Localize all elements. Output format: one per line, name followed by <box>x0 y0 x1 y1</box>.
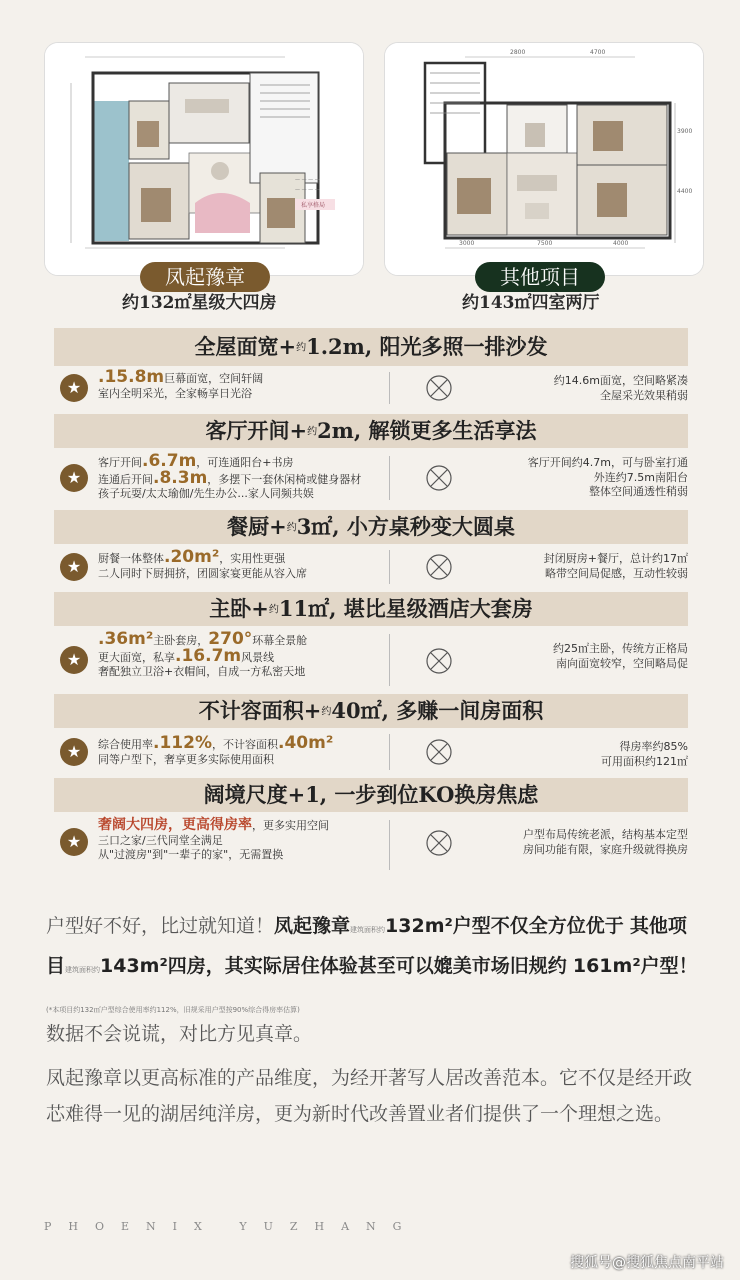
section-header-gfa: 不计容面积+约40㎡, 多赚一间房面积 <box>54 694 688 728</box>
cross-circle-icon <box>424 737 454 767</box>
right-line: 可用面积约121㎡ <box>601 754 688 768</box>
left-text: 客厅开间.6.7m，可连通阳台+书房 连通后开间.8.3m，多摆下一套休闲椅或健身器材 孩子玩耍/太太瑜伽/先生办公...家人同频共娱 <box>98 451 362 500</box>
right-line: 房间功能有限，家庭升级就得换房 <box>523 842 688 856</box>
right-line: 约14.6m面宽，空间略紧凑 <box>553 374 688 387</box>
right-line: 户型布局传统老派，结构基本定型 <box>523 828 688 841</box>
right-line: 约25㎡主卧，传统方正格局 <box>553 642 688 655</box>
left-text: 奢阔大四房，更高得房率，更多实用空间 三口之家/三代同堂全满足 从"过渡房"到"一辈子的家"，无需置换 <box>98 817 329 861</box>
comparison-row-kitchen <box>54 546 688 588</box>
paragraph-intro: 户型好不好，比过就知道！凤起豫章建筑面积约132m²户型不仅全方位优于 其他项目建筑面积约143m²四房，其实际居住体验甚至可以媲美市场旧规约 161m²户型！ (*本项目约132㎡户型综合使用率约112%，旧规采用户型按90%综合得房率估算) <box>46 915 698 1014</box>
comparison-row-width <box>54 368 688 408</box>
right-line: 南向面宽较窄，空间略局促 <box>556 656 688 670</box>
right-line: 客厅开间约4.7m，可与卧室打通 <box>527 456 688 469</box>
section-header-living: 客厅开间+约2m, 解锁更多生活享法 <box>54 414 688 448</box>
right-line: 整体空间通透性稍弱 <box>589 485 688 498</box>
comparison-row-living <box>54 450 688 506</box>
footer-latin: PHOENIX YUZHANG <box>44 1220 419 1233</box>
right-text <box>528 456 688 500</box>
right-line: 略带空间局促感，互动性较弱 <box>545 566 688 580</box>
section-header-kitchen: 餐厨+约3㎡, 小方桌秒变大圆桌 <box>54 510 688 544</box>
divider <box>389 820 390 870</box>
comparison-row-scale <box>54 814 688 874</box>
section-header-width: 全屋面宽+约1.2m, 阳光多照一排沙发 <box>54 328 688 366</box>
section-header-scale: 阔境尺度+1, 一步到位KO换房焦虑 <box>54 778 688 812</box>
paragraph-summary: 凤起豫章以更高标准的产品维度，为经开著写人居改善范本。它不仅是经开政芯难得一见的湖居纯洋房，更为新时代改善置业者们提供了一个理想之选。 <box>46 1067 693 1125</box>
star-icon: ★ <box>60 464 88 492</box>
divider <box>389 634 390 686</box>
left-text: .15.8m巨幕面宽，空间轩阔 室内全明采光，全家畅享日光浴 <box>98 367 264 400</box>
svg-text:— — — —: — — — — <box>295 187 320 193</box>
divider <box>389 372 390 404</box>
svg-text:— — — —: — — — — <box>295 177 320 183</box>
dim-top-2: 4700 <box>590 49 606 56</box>
comparison-row-master <box>54 628 688 692</box>
floorplan-fengqi <box>44 42 364 276</box>
left-text: 综合使用率.112%，不计容面积.40m² 同等户型下，奢享更多实际使用面积 <box>98 733 334 766</box>
cross-circle-icon <box>424 463 454 493</box>
dim-side-2: 4400 <box>677 188 693 195</box>
right-line: 封闭厨房+餐厅，总计约17㎡ <box>543 552 688 565</box>
cross-circle-icon <box>424 828 454 858</box>
star-icon: ★ <box>60 553 88 581</box>
watermark: 搜狐号@搜狐焦点南平站 <box>570 1255 724 1271</box>
right-line: 全屋采光效果稍弱 <box>600 388 688 402</box>
paragraph-data: 数据不会说谎，对比方见真章。 <box>46 1023 313 1045</box>
right-line: 外连约7.5m南阳台 <box>593 470 688 484</box>
star-icon: ★ <box>60 646 88 674</box>
right-text <box>544 552 688 581</box>
plan-name-other: 其他项目 <box>475 262 605 292</box>
left-text: .36m²主卧套房，270°环幕全景舱 更大面宽，私享.16.7m风景线 奢配独立卫浴+衣帽间，自成一方私密天地 <box>98 629 308 678</box>
cross-circle-icon <box>424 373 454 403</box>
dim-top-1: 2800 <box>510 49 526 56</box>
cross-circle-icon <box>424 646 454 676</box>
dim-side-1: 3900 <box>677 128 693 135</box>
divider <box>389 550 390 584</box>
right-text <box>601 740 688 769</box>
right-text <box>553 642 688 671</box>
right-line: 得房率约85% <box>619 740 688 753</box>
cross-circle-icon <box>424 552 454 582</box>
star-icon: ★ <box>60 374 88 402</box>
floorplan-other <box>384 42 704 276</box>
dim-bottom-1: 3000 <box>459 240 475 247</box>
divider <box>389 734 390 770</box>
plan-caption-fengqi: 约132㎡星级大四房 <box>122 293 277 313</box>
comparison-row-gfa <box>54 730 688 774</box>
star-icon: ★ <box>60 828 88 856</box>
section-header-master: 主卧+约11㎡, 堪比星级酒店大套房 <box>54 592 688 626</box>
plan-name-fengqi: 凤起豫章 <box>140 262 270 292</box>
right-text <box>554 374 688 403</box>
legend-label: 私享格局 <box>301 202 326 209</box>
plan-caption-other: 约143㎡四室两厅 <box>462 293 600 313</box>
dim-bottom-3: 4000 <box>613 240 629 247</box>
star-icon: ★ <box>60 738 88 766</box>
left-text: 厨餐一体整体.20m²，实用性更强 二人同时下厨拥挤，团圆家宴更能从容入席 <box>98 547 307 580</box>
right-text <box>523 828 688 857</box>
dim-bottom-2: 7500 <box>537 240 553 247</box>
divider <box>389 456 390 500</box>
